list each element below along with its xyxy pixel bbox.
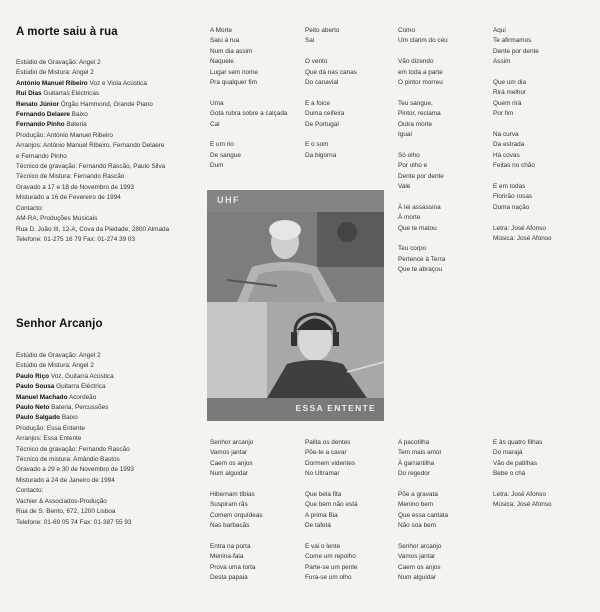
lyric-line: A prima Bia [305,511,338,519]
lyric-line: Que essa cantata [398,511,449,519]
credit-line [16,214,206,224]
lyric-line: Entra na porta [210,543,251,551]
credit-text: Estúdio de Gravação: Angel 2 [16,59,101,66]
credit-name: António Manuel Ribeiro [16,79,88,87]
lyric-line: Suspiram rãs [210,501,248,509]
lyric-line: Da bigorna [305,151,337,159]
lyric-stanza [305,99,393,130]
credits-senhor-arcanjo [16,351,206,528]
credit-line [16,225,206,235]
lyric-line: E em todas [493,183,526,191]
lyric-line: Gota rubra sobre a calçada [210,110,288,118]
credit-text: Técnico de gravação: Fernando Rascão [16,445,130,453]
essa-entente-photo-illustration [207,302,384,398]
lyric-line: Pertence à Terra [398,255,446,263]
credit-text: Produção: António Manuel Ribeiro [16,131,113,139]
credit-line [16,152,206,162]
lyric-line: Põe a gravata [398,491,438,499]
lyric-stanza [493,182,581,213]
credit-text: Técnico de mistura: Amândio Bastos [16,456,120,464]
credit-text: AM-RA, Produções Musicais [16,215,98,223]
credit-name: Paulo Sousa [16,383,55,391]
lyric-line: Senhor arcanjo [210,439,254,446]
lyric-line: Saiu à rua [210,37,240,45]
credit-line [16,455,206,465]
lyric-stanza [305,542,393,584]
lyric-line: Do regedor [398,470,430,478]
credit-line [16,204,206,214]
credit-line [16,141,206,151]
credit-text: Arranjos: António Manuel Ribeiro, Fernando Delaere [16,142,165,150]
lyrics-a-morte-col-3 [398,26,486,286]
credit-text: Voz e Viola Acústica [89,79,147,87]
lyric-stanza [493,78,581,120]
credit-text: Bateria [66,121,87,129]
credit-text: Vachier & Associados-Produção [16,497,107,505]
credit-name: Manuel Machado [16,393,68,401]
lyric-line: Desta papaia [210,574,248,582]
lyric-line: Que bem não está [305,501,358,509]
lyric-line: Pintor, reclama [398,110,441,118]
credit-text: Misturado a 16 de Fevereiro de 1994 [16,194,121,202]
lyric-stanza [493,130,581,172]
lyric-line: Põe-te a cavar [305,449,347,457]
lyric-line: Por fim [493,110,514,118]
lyric-line: Assim [493,58,511,66]
credit-line [16,413,206,423]
lyric-stanza [210,140,298,171]
credit-text: Baixo [71,111,88,119]
credit-text: Técnico de Mistura: Fernando Rascão [16,173,125,181]
lyric-line: Música: José Afonso [493,235,552,243]
lyric-line: Menina-faia [210,553,244,561]
credit-line [16,58,206,68]
lyric-line: Rirá melhor [493,89,527,97]
lyric-line: O vento [305,58,328,66]
lyric-line: E vai o lente [305,543,341,551]
credit-text: Guitarra Eléctrica [56,383,106,391]
lyric-stanza [493,490,581,511]
lyric-stanza [398,151,486,193]
lyric-stanza [398,542,486,584]
lyric-stanza [210,542,298,584]
song-title-a-morte: A morte saiu à rua [16,26,118,38]
credit-line [16,110,206,120]
credit-line [16,518,206,528]
lyric-line: Menino bem [398,501,434,509]
credit-text: Estúdio de Mistura: Angel 2 [16,69,94,77]
lyric-line: De sangue [210,151,241,159]
lyric-line: Pra qualquer fim [210,79,257,87]
lyric-line: Não soa bem [398,522,437,530]
lyric-line: Que bela fita [305,491,342,499]
lyric-line: Dente por dente [398,172,444,180]
lyric-line: Música: José Afonso [493,501,552,509]
lyric-line: O pintor morreu [398,79,443,87]
credit-line [16,100,206,110]
lyric-stanza [398,490,486,532]
lyric-line: Letra: José Afonso [493,491,546,499]
lyric-stanza [305,438,393,480]
lyric-line: No Ultramar [305,470,340,478]
band-photo-panel [207,190,384,421]
credit-line [16,486,206,496]
credit-text: Acordeão [68,393,97,401]
lyric-line: Senhor arcanjo [398,543,442,551]
lyric-line: De tafetá [305,522,331,530]
lyric-line: Dum [210,162,224,170]
lyric-line: Uma [210,99,224,107]
lyric-line: Na curva [493,131,519,139]
lyric-line: Quem rirá [493,99,522,107]
lyric-line: Fura-se um olho [305,574,352,582]
lyric-line: Duma nação [493,203,530,211]
lyric-line: Do canavial [305,79,339,87]
credit-line [16,351,206,361]
credit-text: Baixo [61,414,78,422]
credit-name: Renato Júnior [16,100,59,108]
lyric-line: Hibernam tíbias [210,491,255,499]
credit-text: Telefone: 01-275 16 79 Fax: 01-274 39 03 [16,235,136,243]
credit-line [16,162,206,172]
lyric-stanza [493,438,581,480]
lyric-line: Caem os anjos [210,459,253,467]
lyrics-senhor-arcanjo-col-4 [493,438,581,521]
lyric-line: Que dá nas canas [305,68,357,76]
lyric-line: Tem mais amor [398,449,442,457]
uhf-musician-photo [207,212,384,302]
lyric-line: Num alguidar [398,574,437,582]
lyric-line: Lugar sem nome [210,68,258,76]
lyric-line: A pacotilha [398,439,430,446]
lyric-line: Que te abraçou [398,266,443,274]
lyric-stanza [305,26,393,47]
lyric-line: Te afirmamos [493,37,532,45]
lyrics-a-morte-col-1 [210,26,298,182]
lyric-line: Que um dia [493,79,527,87]
essa-entente-label: ESSA ENTENTE [295,403,376,413]
lyric-line: Da estrada [493,141,525,149]
lyric-line: Num alguidar [210,470,249,478]
lyric-stanza [305,140,393,161]
credit-line [16,393,206,403]
lyric-line: Outra morte [398,120,433,128]
credit-line [16,89,206,99]
lyric-line: Vale [398,183,411,191]
lyric-line: Há covas [493,151,520,159]
lyric-line: Igual [398,131,412,139]
lyric-line: Sai [305,37,315,45]
lyric-line: Duma ceifeira [305,110,345,118]
lyric-stanza [210,490,298,532]
credit-text: Estúdio de Gravação: Angel 2 [16,352,101,359]
lyric-line: Florirão rosas [493,193,533,201]
credit-name: Paulo Neto [16,404,50,412]
lyric-stanza [210,26,298,88]
lyric-line: À morte [398,214,421,222]
lyrics-a-morte-col-2 [305,26,393,172]
lyric-line: Do marajá [493,449,523,457]
credit-text: Contacto: [16,487,44,495]
lyric-stanza [398,57,486,88]
credit-line [16,235,206,245]
credit-line [16,372,206,382]
credit-name: Paulo Riço [16,372,50,380]
uhf-photo-illustration [207,212,384,302]
credit-text: Telefone: 01-69 05 74 Fax: 01-387 55 93 [16,518,132,526]
lyric-line: Um clarim do céu [398,37,448,45]
credit-line [16,507,206,517]
lyric-stanza [493,224,581,245]
credit-text: Gravado a 17 e 18 de Novembro de 1993 [16,183,134,191]
credit-text: Bateria, Percussões [51,404,109,412]
lyric-line: Parte-se um pente [305,563,358,571]
credit-line [16,172,206,182]
lyric-stanza [210,99,298,130]
credit-line [16,434,206,444]
lyric-line: Vão de patilhas [493,459,538,467]
lyric-line: Como [398,27,416,34]
lyric-line: Vão dizendo [398,58,434,66]
credit-text: Rua de S. Bento, 672, 1200 Lisboa [16,508,116,516]
lyrics-a-morte-col-4 [493,26,581,255]
lyric-line: E a foice [305,99,330,107]
credit-line [16,120,206,130]
lyric-line: Peito aberto [305,27,340,34]
credit-text: Técnico de gravação: Fernando Rascão, Paulo Silva [16,163,166,171]
credit-line [16,361,206,371]
lyric-line: Letra: José Afonso [493,224,546,232]
lyric-line: Aqui [493,27,506,34]
credit-text: Contacto: [16,204,44,212]
lyric-line: Vamos jantar [210,449,248,457]
lyric-line: De Portugal [305,120,339,128]
lyric-line: A Morte [210,27,233,34]
credit-line [16,131,206,141]
song-title-senhor-arcanjo: Senhor Arcanjo [16,318,103,330]
lyric-line: Dente por dente [493,47,539,55]
credit-line [16,79,206,89]
lyric-line: E o som [305,141,329,149]
lyric-stanza [398,438,486,480]
lyric-line: Dormem videntes [305,459,356,467]
credit-line [16,445,206,455]
lyric-stanza [398,99,486,141]
lyrics-senhor-arcanjo-col-3 [398,438,486,594]
credit-text: Arranjos: Essa Entente [16,435,82,443]
lyric-line: Que te matou [398,224,437,232]
lyric-line: À lei assassina [398,203,441,211]
credit-line [16,403,206,413]
lyric-stanza [398,203,486,234]
lyric-stanza [398,26,486,47]
credit-text: Rua D. João III, 12-A, Cova da Piedade, 2800 Almada [16,225,170,233]
credit-line [16,183,206,193]
lyric-line: Num dia assim [210,47,253,55]
lyric-line: À garrantilha [398,459,435,467]
lyric-line: Caem os anjos [398,563,441,571]
lyric-stanza [305,57,393,88]
credit-name: Fernando Delaere [16,111,70,119]
credit-text: e Fernando Pinho [16,152,67,160]
credit-line [16,68,206,78]
credit-name: Fernando Pinho [16,121,65,129]
lyric-stanza [493,26,581,68]
lyric-stanza [305,490,393,532]
lyric-line: Teu sangue, [398,99,433,107]
credit-text: Produção: Essa Entente [16,424,85,432]
lyric-line: Cai [210,120,220,128]
lyric-line: em toda a parte [398,68,443,76]
lyric-line: E um rio [210,141,234,149]
lyric-line: Naquele [210,58,234,66]
credit-name: Paulo Salgado [16,414,61,422]
credit-text: Gravado a 29 e 30 de Novembro de 1993 [16,466,134,474]
credit-line [16,476,206,486]
credit-text: Guitarras Eléctricas [43,90,100,98]
lyric-line: Come um repolho [305,553,356,561]
lyric-stanza [398,244,486,275]
credit-line [16,465,206,475]
credits-a-morte [16,58,206,245]
lyrics-senhor-arcanjo-col-1 [210,438,298,594]
lyric-line: Vamos jantar [398,553,436,561]
credit-line [16,193,206,203]
lyric-line: Por olho e [398,162,428,170]
lyric-stanza [210,438,298,480]
lyric-line: Nas barbacãs [210,522,250,530]
credit-name: Rui Dias [16,90,42,98]
credit-text: Estúdio de Mistura: Angel 2 [16,362,94,370]
lyric-line: Comem orquídeas [210,511,263,519]
credit-text: Misturado a 24 de Janeiro de 1994 [16,476,115,484]
lyric-line: Prova uma torta [210,563,256,571]
essa-entente-musician-photo [207,302,384,398]
lyric-line: Bebe o chá [493,470,526,478]
lyric-line: Feitas no chão [493,162,535,170]
credit-line [16,497,206,507]
credit-text: Órgão Hammond, Grande Piano [60,100,153,108]
credit-text: Voz, Guitarra Acústica [50,372,114,380]
uhf-label: UHF [217,195,240,205]
credit-line [16,424,206,434]
lyric-line: Só olho [398,151,420,159]
lyrics-senhor-arcanjo-col-2 [305,438,393,594]
credit-line [16,382,206,392]
lyric-line: E às quatro filhas [493,439,543,446]
lyric-line: Palita os dentes [305,439,351,446]
lyric-line: Teu corpo [398,245,427,253]
